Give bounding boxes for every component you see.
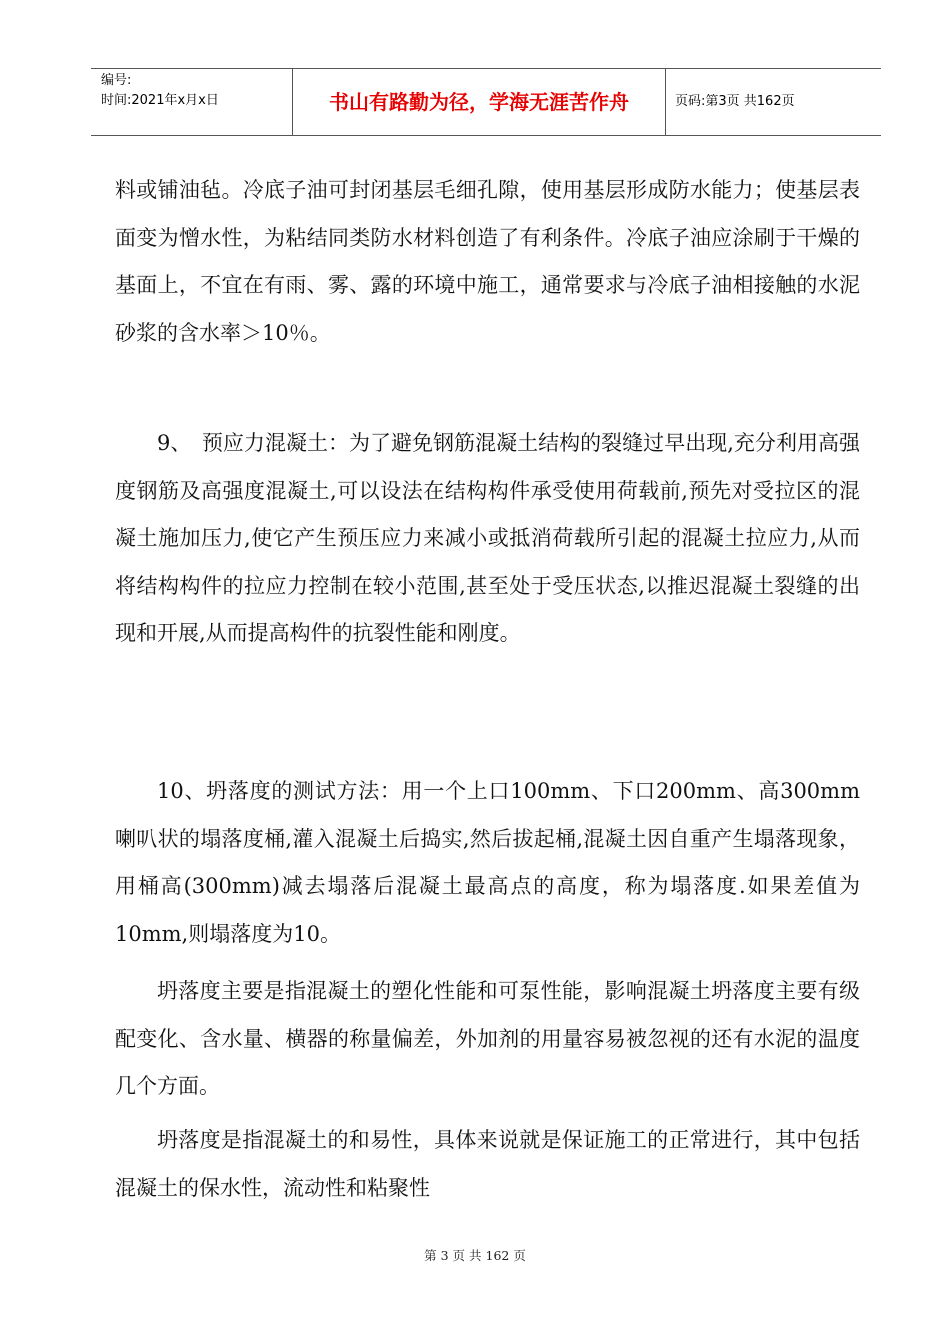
page-footer: 第 3 页 共 162 页: [424, 1248, 526, 1263]
document-header: [91, 68, 881, 136]
paragraph-prestressed-concrete: 9、 预应力混凝土：为了避免钢筋混凝土结构的裂缝过早出现,充分利用高强度钢筋及高强度混凝土,可以设法在结构构件承受使用荷载前,预先对受拉区的混凝土施加压力,使它产生预压应力来减小或抵消荷载所引起的混凝土拉应力,从而将结构构件的拉应力控制在较小范围,甚至处于受压状态,以推迟混凝土裂缝的出现和开展,从而提高构件的抗裂性能和刚度。: [115, 431, 860, 645]
header-page-info: 页码:第3页 共162页: [675, 94, 795, 109]
paragraph-cold-primer-oil: 料或铺油毡。冷底子油可封闭基层毛细孔隙，使用基层形成防水能力；使基层表面变为憎水性，为粘结同类防水材料创造了有利条件。冷底子油应涂刷于干燥的基面上，不宜在有雨、雾、露的环境中施工，通常要求与冷底子油相接触的水泥砂浆的含水率＞10％。: [115, 178, 860, 345]
document-number-label: 编号:: [101, 73, 132, 88]
paragraph-slump-factors: 坍落度主要是指混凝土的塑化性能和可泵性能，影响混凝土坍落度主要有级配变化、含水量、横器的称量偏差，外加剂的用量容易被忽视的还有水泥的温度几个方面。: [115, 979, 860, 1098]
header-meta-cell: [91, 69, 293, 135]
header-motto: 书山有路勤为径，学海无涯苦作舟: [293, 69, 666, 135]
paragraph-slump-definition: 坍落度是指混凝土的和易性，具体来说就是保证施工的正常进行，其中包括混凝土的保水性，流动性和粘聚性: [115, 1128, 860, 1200]
document-time-label: 时间:2021年x月x日: [101, 93, 219, 108]
paragraph-slump-test-method: 10、坍落度的测试方法：用一个上口100mm、下口200mm、高300mm喇叭状的塌落度桶,灌入混凝土后捣实,然后拔起桶,混凝土因自重产生塌落现象，用桶高(300mm)减去塌落后混凝土最高点的高度，称为塌落度.如果差值为10mm,则塌落度为10。: [115, 779, 860, 946]
